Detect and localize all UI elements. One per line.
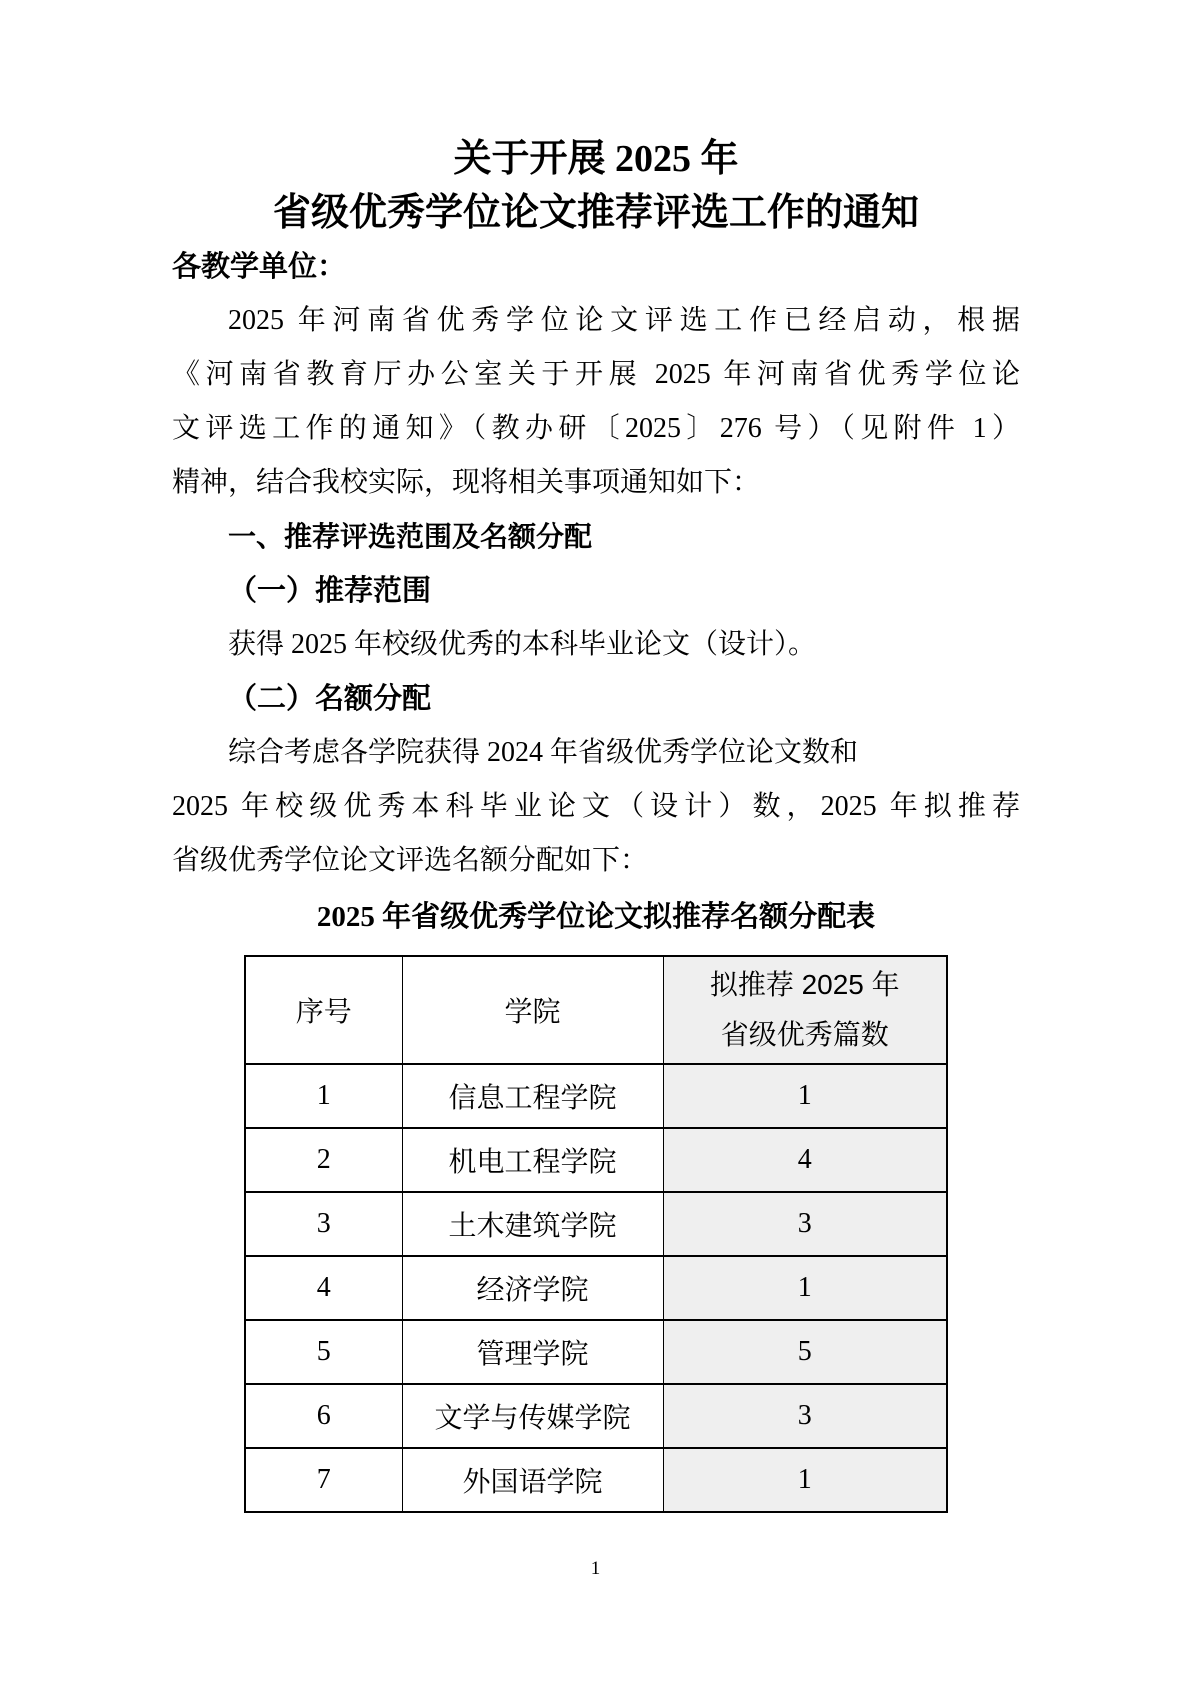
section-1-heading: 一、推荐评选范围及名额分配 — [228, 521, 593, 552]
row-index-cell: 5 — [245, 1320, 402, 1384]
paragraph-line: 精神，结合我校实际，现将相关事项通知如下： — [172, 467, 761, 498]
table-row — [245, 1320, 947, 1384]
subsection-1-2-heading: （二）名额分配 — [228, 683, 432, 715]
row-index-cell: 3 — [245, 1192, 402, 1256]
row-index-cell: 2 — [245, 1128, 402, 1192]
college-cell: 机电工程学院 — [402, 1128, 663, 1192]
column-header-quota-line-2: 省级优秀篇数 — [720, 1019, 889, 1050]
column-header-college: 学院 — [402, 956, 663, 1064]
quota-cell: 1 — [663, 1064, 947, 1128]
document-body — [172, 132, 1020, 1513]
table-row — [245, 1128, 947, 1192]
paragraph-line: 2025 年校级优秀本科毕业论文（设计）数，2025 年拟推荐 — [172, 791, 1020, 822]
table-row — [245, 1064, 947, 1128]
paragraph-line: 综合考虑各学院获得 2024 年省级优秀学位论文数和 — [228, 737, 859, 768]
row-index-cell: 1 — [245, 1064, 402, 1128]
row-index-cell: 4 — [245, 1256, 402, 1320]
paragraph-line: 《河南省教育厅办公室关于开展 2025 年河南省优秀学位论 — [172, 359, 1020, 390]
table-row — [245, 1384, 947, 1448]
column-header-index: 序号 — [245, 956, 402, 1064]
doc-title-line-2: 省级优秀学位论文推荐评选工作的通知 — [272, 192, 919, 234]
quota-cell: 5 — [663, 1320, 947, 1384]
quota-table — [244, 955, 948, 1513]
page-number: 1 — [590, 1558, 601, 1579]
row-index-cell: 6 — [245, 1384, 402, 1448]
salutation: 各教学单位： — [172, 251, 347, 283]
quota-cell: 1 — [663, 1448, 947, 1512]
quota-cell: 3 — [663, 1192, 947, 1256]
paragraph-line: 文评选工作的通知》（教办研〔2025〕276 号）（见附件 1） — [172, 413, 1020, 444]
college-cell: 土木建筑学院 — [402, 1192, 663, 1256]
paragraph-line: 2025 年河南省优秀学位论文评选工作已经启动，根据 — [228, 305, 1020, 336]
quota-table-title: 2025 年省级优秀学位论文拟推荐名额分配表 — [316, 901, 876, 933]
college-cell: 外国语学院 — [402, 1448, 663, 1512]
quota-cell: 1 — [663, 1256, 947, 1320]
row-index-cell: 7 — [245, 1448, 402, 1512]
column-header-quota-line-1: 拟推荐 2025 年 — [709, 969, 900, 1000]
column-header-quota — [663, 956, 947, 1064]
quota-cell: 3 — [663, 1384, 947, 1448]
subsection-1-1-heading: （一）推荐范围 — [228, 575, 432, 607]
table-row — [245, 1448, 947, 1512]
college-cell: 信息工程学院 — [402, 1064, 663, 1128]
paragraph-line: 获得 2025 年校级优秀的本科毕业论文（设计）。 — [228, 629, 817, 660]
quota-cell: 4 — [663, 1128, 947, 1192]
college-cell: 文学与传媒学院 — [402, 1384, 663, 1448]
doc-title-line-1: 关于开展 2025 年 — [453, 138, 739, 180]
table-row — [245, 1256, 947, 1320]
table-row — [245, 1192, 947, 1256]
college-cell: 经济学院 — [402, 1256, 663, 1320]
paragraph-line: 省级优秀学位论文评选名额分配如下： — [172, 845, 649, 876]
college-cell: 管理学院 — [402, 1320, 663, 1384]
table-header-row — [245, 956, 947, 1064]
